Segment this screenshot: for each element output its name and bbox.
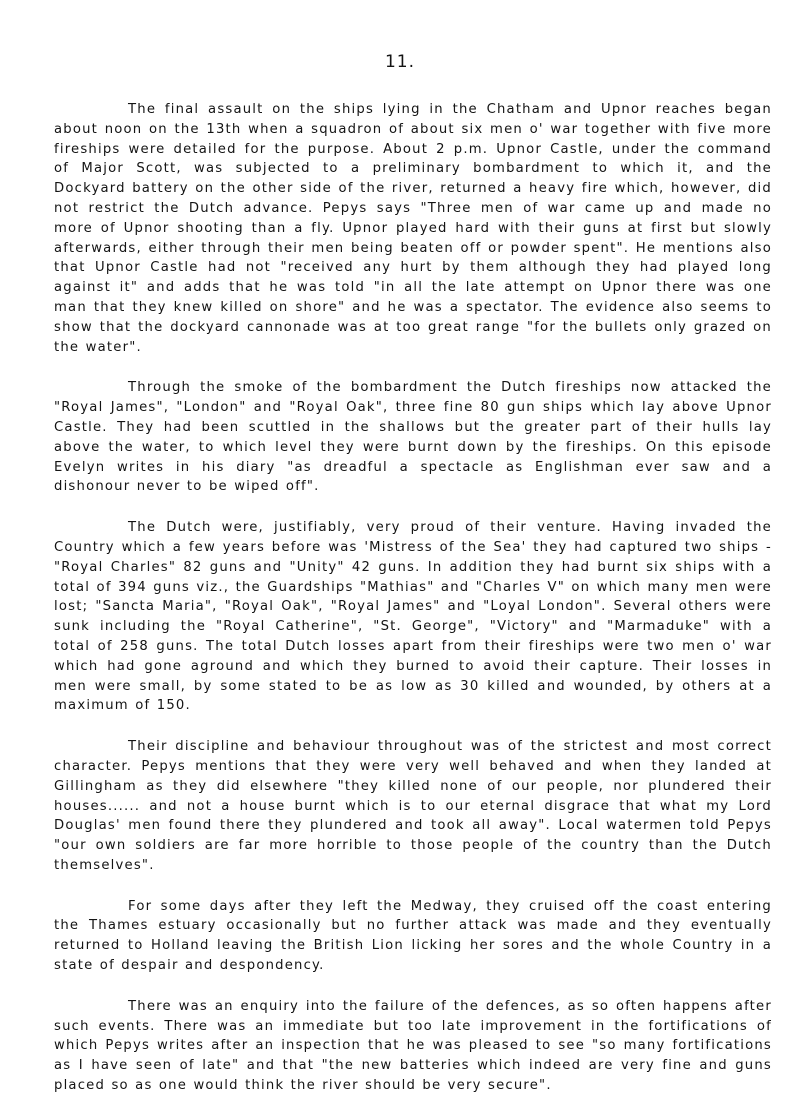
body-text — [54, 100, 772, 1117]
paragraph-enquiry: There was an enquiry into the failure of the defences, as so often happens after such events. There was an immediate but too late improvement in the fortifications of which Pepys writes after an inspection that he was pleased to see "so many fortifications as I have seen of late" and that "the new batteries which indeed are very fine and guns placed so as one would think the river should be very secure". — [54, 998, 772, 1094]
paragraph-departure: For some days after they left the Medway, they cruised off the coast entering the Thames estuary occasionally but no further attack was made and they eventually returned to Holland leaving the British Lion licking her sores and the whole Country in a state of despair and despondency. — [54, 898, 772, 974]
paragraph-dutch-losses: The Dutch were, justifiably, very proud of their venture. Having invaded the Country which a few years before was 'Mistress of the Sea' they had captured two ships - "Royal Charles" 82 guns and "Unity" 42 guns. In addition they had burnt six ships with a total of 394 guns viz., the Guardships "Mathias" and "Charles V" on which many men were lost; "Sancta Maria", "Royal Oak", "Royal James" and "Loyal London". Several others were sunk including the "Royal Catherine", "St. George", "Victory" and "Marmaduke" with a total of 258 guns. The total Dutch losses apart from their fireships were two men o' war which had gone aground and which they burned to avoid their capture. Their losses in men were small, by some stated to be as low as 30 killed and wounded, by others at a maximum of 150. — [54, 520, 772, 714]
paragraph-discipline: Their discipline and behaviour throughout was of the strictest and most correct character. Pepys mentions that they were very well behaved and when they landed at Gillingham as they did elsewhere "they killed none of our people, nor plundered their houses...... and not a house burnt which is to our eternal disgrace that what my Lord Douglas' men found there they plundered and took all away". Local watermen told Pepys "our own soldiers are far more horrible to those people of the country than the Dutch themselves". — [54, 739, 772, 873]
paragraph-final-assault: The final assault on the ships lying in the Chatham and Upnor reaches began about noon on the 13th when a squadron of about six men o' war together with five more fireships were detailed for the purpose. About 2 p.m. Upnor Castle, under the command of Major Scott, was subjected to a preliminary bombardment to which it, and the Dockyard battery on the other side of the river, returned a heavy fire which, however, did not restrict the Dutch advance. Pepys says "Three men of war came up and made no more of Upnor shooting than a fly. Upnor played hard with their guns at first but slowly afterwards, either through their men being beaten off or powder spent". He mentions also that Upnor Castle had not "received any hurt by them although they had played long against it" and adds that he was told "in all the late attempt on Upnor there was one man that they knew killed on shore" and he was a spectator. The evidence also seems to show that the dockyard cannonade was at too great range "for the bullets only grazed on the water". — [54, 102, 772, 355]
paragraph-fireships-attack: Through the smoke of the bombardment the Dutch fireships now attacked the "Royal James", "London" and "Royal Oak", three fine 80 gun ships which lay above Upnor Castle. They had been scuttled in the shallows but the greater part of their hulls lay above the water, to which level they were burnt down by the fireships. On this episode Evelyn writes in his diary "as dreadful a spectacle as Englishman ever saw and a dishonour never to be wiped off". — [54, 380, 772, 495]
page-number: 11. — [384, 52, 416, 72]
